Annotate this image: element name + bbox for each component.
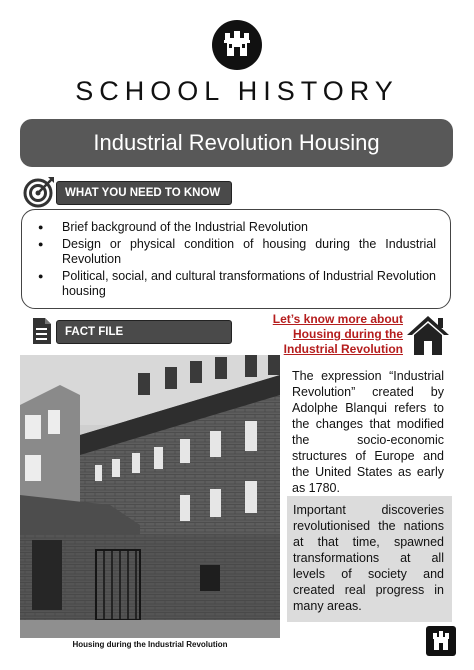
fact-paragraph: The expression “Industrial Revolution” created by Adolphe Blanqui refers to the changes that modified the socio-economic structures of Europe and the United States as early as 1780. <box>292 369 444 495</box>
learn-more-link[interactable]: Let’s know more about Housing during the Industrial Revolution <box>272 312 403 356</box>
section-header-what-you-need-to-know: WHAT YOU NEED TO KNOW <box>56 181 232 205</box>
housing-photo <box>20 355 280 638</box>
house-icon[interactable] <box>405 313 451 357</box>
list-item: ● Brief background of the Industrial Revolution <box>38 220 436 235</box>
brand-name: SCHOOL HISTORY <box>75 76 399 106</box>
fact-paragraph: Important discoveries revolutionised the nations at that time, spawned transformations at all levels of society and created real progress in many areas. <box>293 503 444 613</box>
what-you-need-to-know-box <box>21 209 451 309</box>
document-icon <box>31 316 53 346</box>
photo-caption: Housing during the Industrial Revolution <box>72 640 228 649</box>
page-title: Industrial Revolution Housing <box>20 119 453 167</box>
castle-icon <box>426 626 456 656</box>
target-icon <box>22 175 56 209</box>
list-item: ● Design or physical condition of housing during the Industrial Revolution <box>38 237 436 267</box>
list-item: ● Political, social, and cultural transformations of Industrial Revolution housing <box>38 269 436 299</box>
castle-logo-icon <box>212 20 262 70</box>
section-header-fact-file: FACT FILE <box>56 320 232 344</box>
